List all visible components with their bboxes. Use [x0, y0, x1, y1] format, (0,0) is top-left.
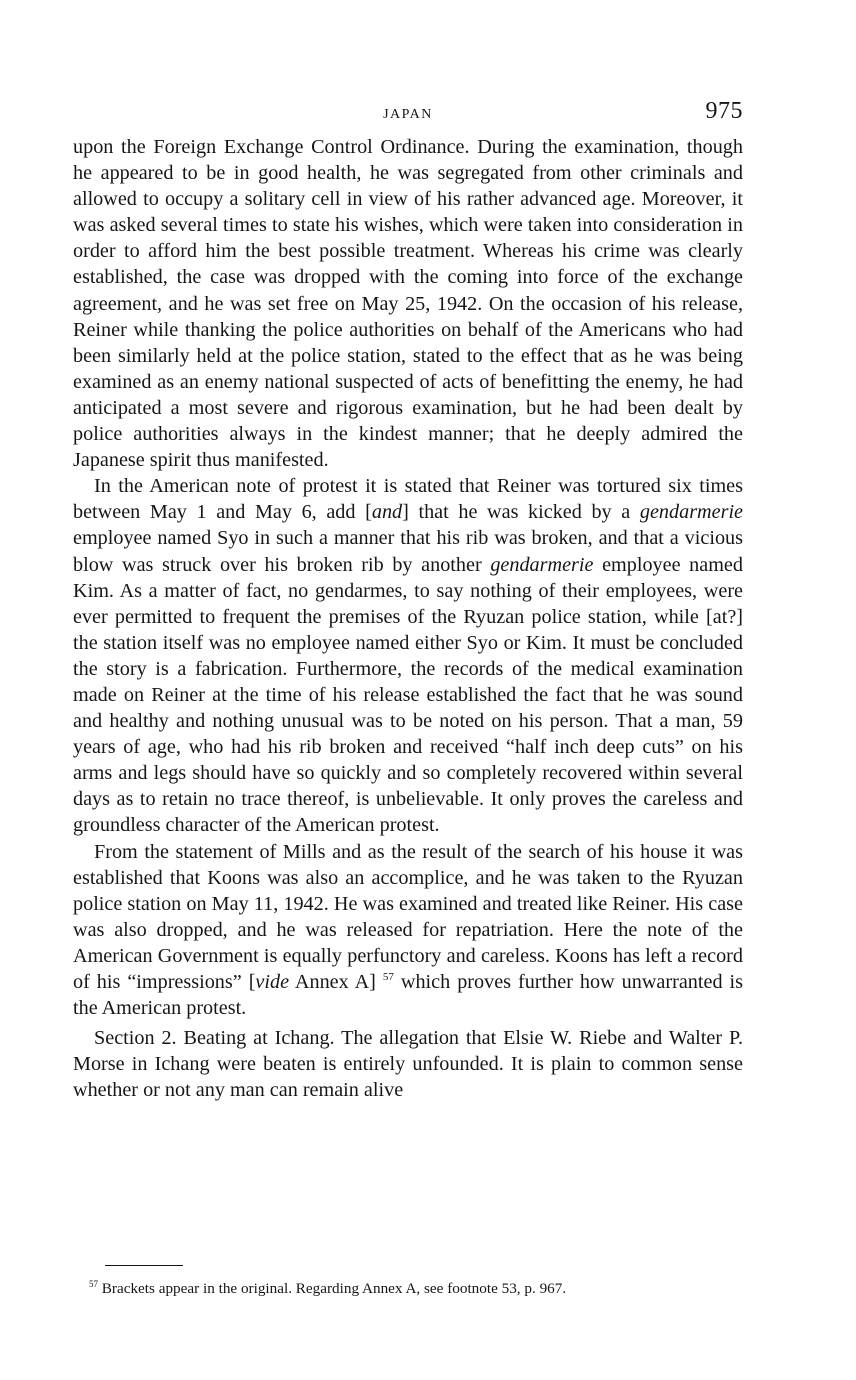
p2-italic-gendarmerie-2: gendarmerie	[490, 553, 594, 576]
p3-text-c: Annex A]	[289, 971, 383, 993]
p3-italic-vide: vide	[255, 971, 290, 993]
p2-text-a: In the American note of protest it is stated that Reiner was tortured six times between May 1 and May 6, add [	[73, 475, 743, 524]
p2-italic-gendarmerie-1: gendarmerie	[639, 501, 744, 524]
page	[73, 98, 744, 1297]
footnote-rule	[105, 1265, 183, 1266]
running-title: JAPAN	[383, 107, 433, 122]
footnote-text: Brackets appear in the original. Regarding Annex A, see footnote 53, p. 967.	[98, 1280, 567, 1297]
running-head	[73, 98, 743, 134]
page-number: 975	[705, 98, 743, 124]
footnote-57	[73, 1279, 743, 1299]
paragraph-american-protest	[73, 473, 743, 838]
p2-text-e: employee named Syo in such a manner that his rib was broken, and that a vicious blow was struck over his broken rib by another	[73, 527, 743, 576]
footnote-reference: 57	[382, 971, 394, 983]
paragraph-section-2: Section 2. Beating at Ichang. The allegation that Elsie W. Riebe and Walter P. Morse in Ichang were beaten is entirely unfounded. It is plain to common sense whether or not any man can remain alive	[73, 1027, 743, 1102]
p2-italic-and: and	[371, 501, 403, 524]
p2-text-g: employee named Kim. As a matter of fact, no gendarmes, to say nothing of their employees, were ever permitted to frequent the premises of the Ryuzan police station, while [at?] the station itself was no employee named either Syo or Kim. It must be concluded the story is a fabrication. Furthermore, the records of the medical examination made on Reiner at the time of his release established the fact that he was sound and healthy and nothing unusual was to be noted on his person. That a man, 59 years of age, who had his rib broken and received “half inch deep cuts” on his arms and legs should have so quickly and so completely recovered within several days as to retain no trace thereof, is unbelievable. It only proves the careless and groundless character of the American protest.	[73, 553, 743, 837]
p3-text-a: From the statement of Mills and as the result of the search of his house it was established that Koons was also an accomplice, and he was taken to the Ryuzan police station on May 11, 1942. He was examined and treated like Reiner. His case was also dropped, and he was released for repatriation. Here the note of the American Government is equally perfunctory and careless. Koons has left a record of his “impressions” [	[73, 840, 743, 993]
footnote-marker: 57	[89, 1279, 98, 1289]
p3-text-d: which proves further how unwarranted is the American protest.	[73, 971, 743, 1020]
paragraph-koons	[73, 839, 743, 1022]
p2-text-c: ] that he was kicked by a	[402, 501, 640, 524]
paragraph-reiner-release: upon the Foreign Exchange Control Ordinance. During the examination, though he appeared to be in good health, he was segregated from other criminals and allowed to occupy a solitary cell in view of his rather advanced age. Moreover, it was asked several times to state his wishes, which were taken into consideration in order to afford him the best possible treatment. Whereas his crime was clearly established, the case was dropped with the coming into force of the exchange agreement, and he was set free on May 25, 1942. On the occasion of his release, Reiner while thanking the police authorities on behalf of the Americans who had been similarly held at the police station, stated to the effect that as he was being examined as an enemy national suspected of acts of benefitting the enemy, he had anticipated a most severe and rigorous examination, but he had been dealt by police authorities always in the kindest manner; that he deeply admired the Japanese spirit thus manifested.	[73, 136, 743, 472]
